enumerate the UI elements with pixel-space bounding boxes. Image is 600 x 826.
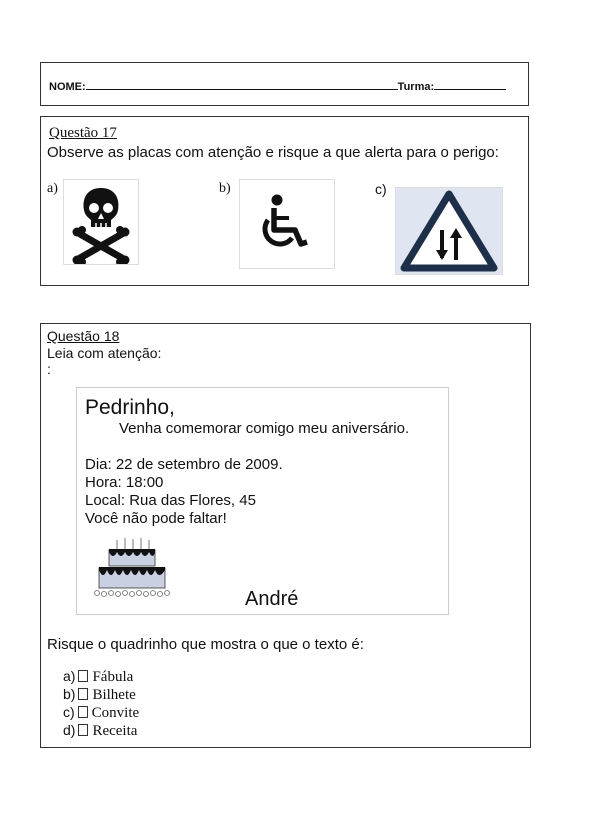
turma-field-line[interactable] [434, 79, 506, 90]
invite-signature: André [245, 588, 299, 610]
header-row [49, 79, 506, 93]
option-c-letter: c) [375, 181, 387, 197]
choice-c-letter: c) [63, 704, 75, 720]
invite-place: Local: Rua das Flores, 45 [85, 492, 256, 509]
choice-d-checkbox[interactable] [78, 724, 88, 736]
choice-a-letter: a) [63, 668, 76, 684]
question-18-title: Questão 18 [47, 328, 120, 344]
choice-d-letter: d) [63, 722, 76, 738]
invitation-card [76, 387, 449, 615]
wheelchair-icon [240, 180, 334, 268]
question-18-colon: : [47, 361, 51, 377]
choice-a-checkbox[interactable] [78, 670, 88, 682]
question-17-box [40, 116, 529, 286]
choice-c-label: Convite [91, 705, 140, 721]
invite-closing: Você não pode faltar! [85, 510, 227, 527]
skull-crossbones-icon [64, 180, 138, 264]
choice-a [63, 668, 133, 686]
question-18-box [40, 323, 531, 748]
option-a-letter: a) [47, 181, 58, 196]
invite-message: Venha comemorar comigo meu aniversário. [119, 420, 410, 437]
skull-crossbones-sign[interactable] [63, 179, 139, 265]
turma-label: Turma: [397, 81, 435, 93]
birthday-cake-icon [87, 536, 177, 606]
nome-label: NOME: [49, 81, 86, 93]
choice-c [63, 704, 139, 722]
question-18-prompt: Risque o quadrinho que mostra o que o texto é: [47, 636, 364, 653]
question-17-title: Questão 17 [49, 125, 117, 141]
student-header-box [40, 62, 529, 106]
traffic-warning-sign[interactable] [395, 187, 503, 275]
choice-b-checkbox[interactable] [78, 688, 88, 700]
choice-b-letter: b) [63, 686, 76, 702]
choice-b [63, 686, 136, 704]
invite-greeting: Pedrinho, [85, 396, 175, 419]
question-18-instruction: Leia com atenção: [47, 345, 162, 361]
choice-a-label: Fábula [92, 669, 134, 685]
choice-c-checkbox[interactable] [78, 706, 88, 718]
option-b-letter: b) [219, 181, 231, 196]
question-17-instruction: Observe as placas com atenção e risque a que alerta para o perigo: [47, 144, 499, 161]
nome-field-line[interactable] [86, 79, 398, 90]
invite-time: Hora: 18:00 [85, 474, 164, 491]
wheelchair-sign[interactable] [239, 179, 335, 269]
choice-d-label: Receita [92, 723, 138, 739]
choice-b-label: Bilhete [92, 687, 136, 703]
two-way-traffic-warning-sign-icon [396, 188, 502, 274]
choice-d [63, 722, 137, 740]
invite-day: Dia: 22 de setembro de 2009. [85, 456, 283, 473]
